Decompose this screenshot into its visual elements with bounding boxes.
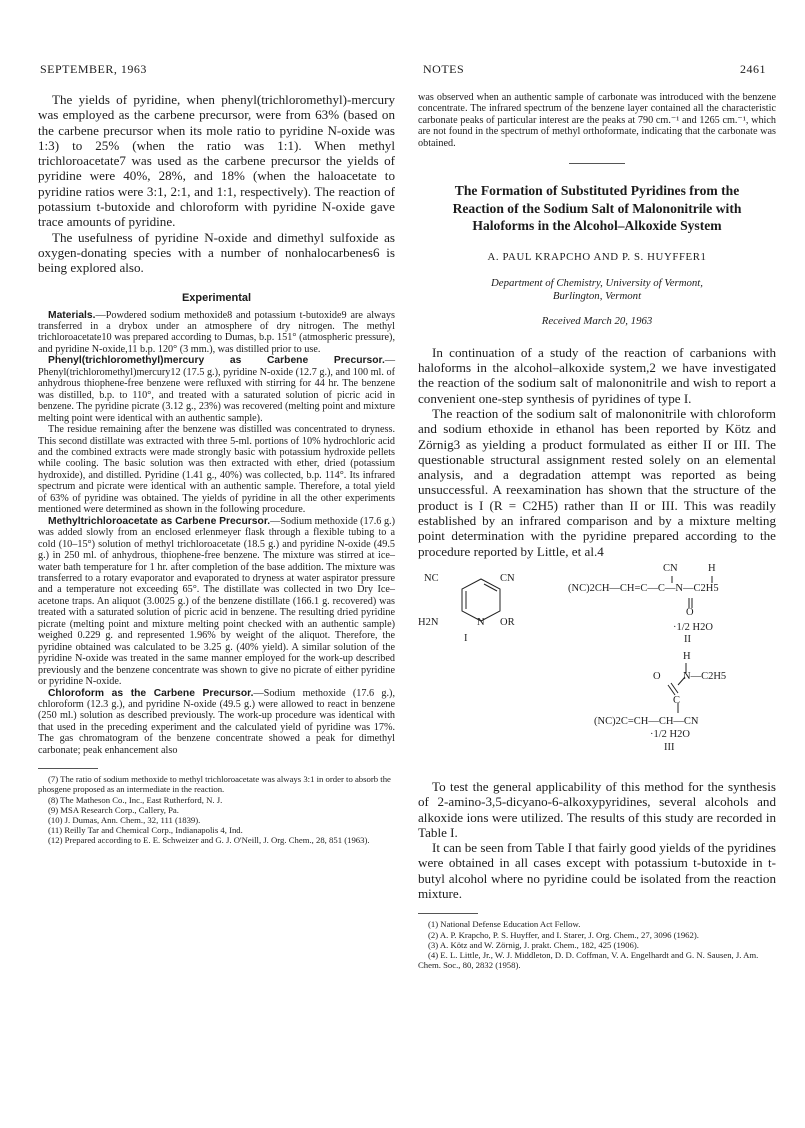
right-column <box>418 92 776 970</box>
footnote: (10) J. Dumas, Ann. Chem., 32, 111 (1839). <box>48 815 201 826</box>
section-divider <box>569 163 625 164</box>
structure-I-label: I <box>464 632 468 644</box>
footnote: (3) A. Kötz and W. Zörnig, J. prakt. Chem., 182, 425 (1906). <box>428 939 639 950</box>
structure-II-h: H <box>708 562 716 574</box>
article-body <box>418 345 776 559</box>
materials-heading: Materials. <box>48 309 96 321</box>
footnote: (11) Reilly Tar and Chemical Corp., Indianapolis 4, Ind. <box>48 825 243 836</box>
structure-III-hydrate: ·1/2 H2O <box>650 728 690 740</box>
article-body-continued <box>418 779 776 901</box>
running-header-date: SEPTEMBER, 1963 <box>40 62 147 76</box>
methyl-paragraph <box>38 516 395 688</box>
article-paragraph-1: In continuation of a study of the reaction of carbanions with haloforms in the alcohol–alkoxide system,2 we have investigated the reaction of the sodium salt of malononitrile and wish to report a convenient one-step synthesis of pyridines of type I. <box>418 344 776 406</box>
phenyl-heading: Phenyl(trichloromethyl)mercury as Carbene Precursor. <box>48 355 385 367</box>
structure-III-label: III <box>664 741 675 753</box>
structure-III-nc2h5: N—C2H5 <box>683 670 727 682</box>
received-date: Received March 20, 1963 <box>541 314 653 327</box>
chloroform-paragraph <box>38 688 395 757</box>
continued-text <box>418 92 776 149</box>
structure-III-oxygen: O <box>653 670 661 682</box>
left-column <box>38 92 395 846</box>
phenyl-paragraph <box>38 355 395 424</box>
intro-text <box>38 92 395 276</box>
footnote: (1) National Defense Education Act Fellow. <box>428 919 581 930</box>
article-paragraph-4: It can be seen from Table I that fairly good yields of the pyridines were obtained in all cases except with potassium t-butoxide in t-butyl alcohol where no pyridine could be isolated from the reaction mixture. <box>418 840 776 901</box>
continued-paragraph: was observed when an authentic sample of carbonate was introduced with the benzene concentrate. The infrared spectrum of the benzene layer contained all the characteristic carbonate peaks of particular interest are the peaks at 790 cm.⁻¹ and 1265 cm.⁻¹, which are not found in the spectrum of methyl orthoformate, indicating that the carbonate was obtained. <box>418 92 776 149</box>
footnote: (2) A. P. Krapcho, P. S. Huyffer, and I. Starer, J. Org. Chem., 27, 3096 (1962). <box>428 929 699 940</box>
residue-paragraph: The residue remaining after the benzene was distilled was concentrated to dryness. This second distillate was extracted with three 5-ml. portions of 10% hydrochloric acid and the combined extracts were made strongly basic with potassium hydroxide pellets while cooling. The basic solution was then extracted with ether, dried (potassium hydroxide), and distilled. Pyridine (1.41 g., 40%) was collected, b.p. 114°. Its infrared spectrum and picrate were identical with an authentic sample. Therefore, a total yield of 63% of pyridine was obtained. The yields of pyridine in all the other experiments mentioned were determined as shown in the following procedure. <box>38 424 395 516</box>
footnote-rule <box>38 768 98 769</box>
footnote-rule <box>418 913 478 914</box>
footnote: (4) E. L. Little, Jr., W. J. Middleton, D. D. Coffman, V. A. Engelhardt and G. N. Sausen, J. Am. Chem. Soc., 80, 2832 (1958). <box>418 949 759 971</box>
footnote: (8) The Matheson Co., Inc., East Rutherford, N. J. <box>48 794 223 805</box>
article-paragraph-3: To test the general applicability of this method for the synthesis of 2-amino-3,5-dicyano-6-alkoxypyridines, several alcohols and alkoxide ions were utilized. The results of this study are recorded in Table I. <box>418 778 776 840</box>
structure-II-formula: (NC)2CH—CH=C—C—N—C2H5 <box>568 582 719 594</box>
experimental-text <box>38 310 395 757</box>
materials-text: —Powdered sodium methoxide8 and potassium t-butoxide9 are always transferred in a drybox under an atmosphere of dry nitrogen. The methyl trichloroacetate10 was prepared according to Dumas, b.p. 151° (atmospheric pressure), and pyridine N-oxide,11 b.p. 120° (3 mm.), was distilled prior to use. <box>38 309 395 355</box>
methyl-heading: Methyltrichloroacetate as Carbene Precursor. <box>48 515 271 527</box>
structure-III-formula: (NC)2C=CH—CH—CN <box>594 715 699 727</box>
footnote: (7) The ratio of sodium methoxide to methyl trichloroacetate was always 3:1 in order to absorb the phosgene proposed as an intermediate in the reaction. <box>38 774 391 795</box>
chemical-structures <box>418 559 776 771</box>
article-authors: A. PAUL KRAPCHO AND P. S. HUYFFER1 <box>487 250 707 263</box>
intro-paragraph-1: The yields of pyridine, when phenyl(trichloromethyl)-mercury was employed as the carbene precursor, were from 63% (based on the carbene precursor when its mole ratio to pyridine N-oxide was 1:3) to 25% (when the ratio was 1:1). When methyl trichloroacetate7 was used as the carbene precursor the yields of pyridine were 40%, 28%, and 18% (when the haloacetate to pyridine ratios were 3:1, 2:1, and 1:1, respectively). The reaction of potassium t-butoxide and chloroform with pyridine N-oxide gave trace amounts of pyridine. <box>38 92 395 230</box>
footnotes-left <box>38 774 395 845</box>
chloroform-heading: Chloroform as the Carbene Precursor. <box>48 687 254 699</box>
article-paragraph-2: The reaction of the sodium salt of malononitrile with chloroform and sodium ethoxide in ethanol has been reported by Kötz and Zörnig3 as yielding a product formulated as either II or III. The questionable structural assignment rested solely on an elemental analysis, and a degradation attempt was reported as being unsuccessful. A reexamination has shown that the structure of the product is I (R = C2H5) rather than II or III. This was readily established by an infrared comparison and by a mixture melting point determination with the pyridine prepared according to the procedure reported by Little, et al.4 <box>418 405 776 559</box>
page-number: 2461 <box>740 62 766 76</box>
chloroform-text: —Sodium methoxide (17.6 g.), chloroform (12.3 g.), and pyridine N-oxide (49.5 g.) were allowed to react in benzene (250 ml.) solution as described previously. The work-up procedure was identical with that used in the preceding experiment and the calculated yield of pyridine was 17%. The gas chromatogram of the benzene concentrate showed a peak for dimethyl carbonate; peak enhancement also <box>38 687 395 756</box>
footnotes-right <box>418 919 776 970</box>
structure-I-n: N <box>477 616 485 628</box>
structure-III-h: H <box>683 650 691 662</box>
intro-paragraph-2: The usefulness of pyridine N-oxide and dimethyl sulfoxide as oxygen-donating species with a number of nonhalocarbenes6 is being explored also. <box>38 229 395 276</box>
footnote: (12) Prepared according to E. E. Schweizer and G. J. O'Neill, J. Org. Chem., 28, 851 (1963). <box>48 835 370 846</box>
structure-II-label: II <box>684 633 691 645</box>
structure-III-carbon: C <box>673 694 681 706</box>
experimental-heading: Experimental <box>181 291 252 304</box>
affiliation-line-1: Department of Chemistry, University of Vermont, <box>490 276 703 289</box>
structure-I-nc: NC <box>424 572 439 584</box>
article-title: The Formation of Substituted Pyridines from the Reaction of the Sodium Salt of Malononitrile with Haloforms in the Alcohol–Alkoxide System <box>452 183 742 234</box>
structure-I-h2n: H2N <box>418 616 439 628</box>
structure-I-or: OR <box>500 616 515 628</box>
affiliation-line-2: Burlington, Vermont <box>552 289 642 302</box>
phenyl-text: —Phenyl(trichloromethyl)mercury12 (17.5 g.), pyridine N-oxide (12.7 g.), and 100 ml. of anhydrous thiophene-free benzene were refluxed with stirring for 44 hr. The benzene was distilled, b.p. to 110°, and treated with a saturated solution of picric acid in benzene. The pyridine picrate (3.12 g., 23%) was recovered (melting point and mixture melting point were identical with an authentic sample). <box>38 355 395 424</box>
structure-II-cn: CN <box>663 562 678 574</box>
structure-I-cn: CN <box>500 572 515 584</box>
running-header-section: NOTES <box>423 62 465 76</box>
materials-paragraph <box>38 310 395 356</box>
structure-II-oxygen: O <box>686 606 694 618</box>
methyl-text: —Sodium methoxide (17.6 g.) was added slowly from an enclosed erlenmeyer flask through a flexible tubing to a cold (10–15°) solution of methyl trichloroacetate (18.5 g.) and pyridine N-oxide (49.5 g.) in 250 ml. of anhydrous, thiophene-free benzene. The mixture was stirred at ice–water bath temperature for 1 hr. after completion of the base addition. The mixture was transferred to a rotary evaporator and evaporated to dryness at water aspirator pressure and a temperature not exceeding 65°. The distillate was collected in two Dry Ice–acetone traps. An aliquot (3.0025 g.) of the benzene distillate (166.1 g. recovered) was treated with a saturated solution of picric acid in benzene. The resulting dried pyridine picrate (melting point and mixture melting point checked with an authentic sample) weighed 0.229 g. and represented 1.96% by weight of the aliquot. Therefore, the pyridine obtained was calculated to be 3.25 g. (40% yield). A similar solution of the pyridine N-oxide was treated in the same manner employed for the work-up described previously and the benzene concentrate was shown to give no picrate of either pyridine or pyridine N-oxide. <box>38 515 395 688</box>
structure-II-hydrate: ·1/2 H2O <box>673 621 713 633</box>
footnote: (9) MSA Research Corp., Callery, Pa. <box>48 804 179 815</box>
